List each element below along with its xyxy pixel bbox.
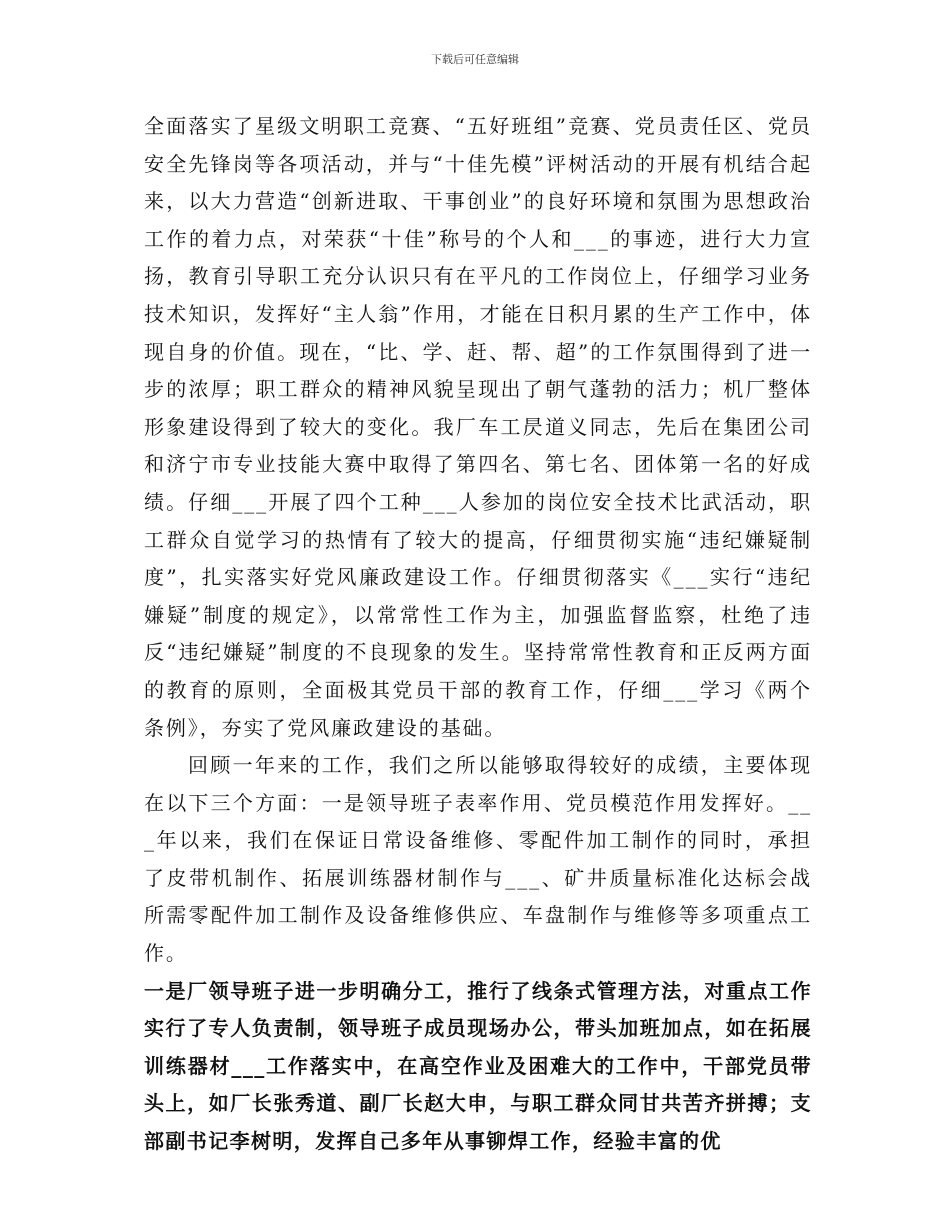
paragraph-leadership: 一是厂领导班子进一步明确分工，推行了线条式管理方法，对重点工作实行了专人负责制，领导班子成员现场办公，带头加班加点，如在拓展训练器材___工作落实中，在高空作业及困难大的工作中，干部党员带头上，如厂长张秀道、副厂长赵大申，与职工群众同甘共苦齐拼搏；支部副书记李树明，发挥自己多年从事铆焊工作，经验丰富的优 — [144, 978, 812, 1154]
page-header: 下载后可任意编辑 — [431, 53, 519, 66]
paragraph-work-summary: 全面落实了星级文明职工竞赛、“五好班组”竞赛、党员责任区、党员安全先锋岗等各项活动，并与“十佳先模”评树活动的开展有机结合起来，以大力营造“创新进取、干事创业”的良好环境和氛围为思想政治工作的着力点，对荣获“十佳”称号的个人和___的事迹，进行大力宣扬，教育引导职工充分认识只有在平凡的工作岗位上，仔细学习业务技术知识，发挥好“主人翁”作用，才能在日积月累的生产工作中，体现自身的价值。现在，“比、学、赶、帮、超”的工作氛围得到了进一步的浓厚；职工群众的精神风貌呈现出了朝气蓬勃的活力；机厂整体形象建设得到了较大的变化。我厂车工昃道义同志，先后在集团公司和济宁市专业技能大赛中取得了第四名、第七名、团体第一名的好成绩。仔细___开展了四个工种___人参加的岗位安全技术比武活动，职工群众自觉学习的热情有了较大的提高，仔细贯彻实施“违纪嫌疑制度”，扎实落实好党风廉政建设工作。仔细贯彻落实《___实行“违纪嫌疑”制度的规定》，以常常性工作为主，加强监督监察，杜绝了违反“违纪嫌疑”制度的不良现象的发生。坚持常常性教育和正反两方面的教育的原则，全面极其党员干部的教育工作，仔细___学习《两个条例》，夯实了党风廉政建设的基础。 — [144, 114, 812, 740]
paragraph-review: 回顾一年来的工作，我们之所以能够取得较好的成绩，主要体现在以下三个方面：一是领导班子表率作用、党员模范作用发挥好。___年以来，我们在保证日常设备维修、零配件加工制作的同时，承担了皮带机制作、拓展训练器材制作与___、矿井质量标准化达标会战所需零配件加工制作及设备维修供应、车盘制作与维修等多项重点工作。 — [144, 753, 812, 966]
document-body — [144, 108, 812, 1161]
